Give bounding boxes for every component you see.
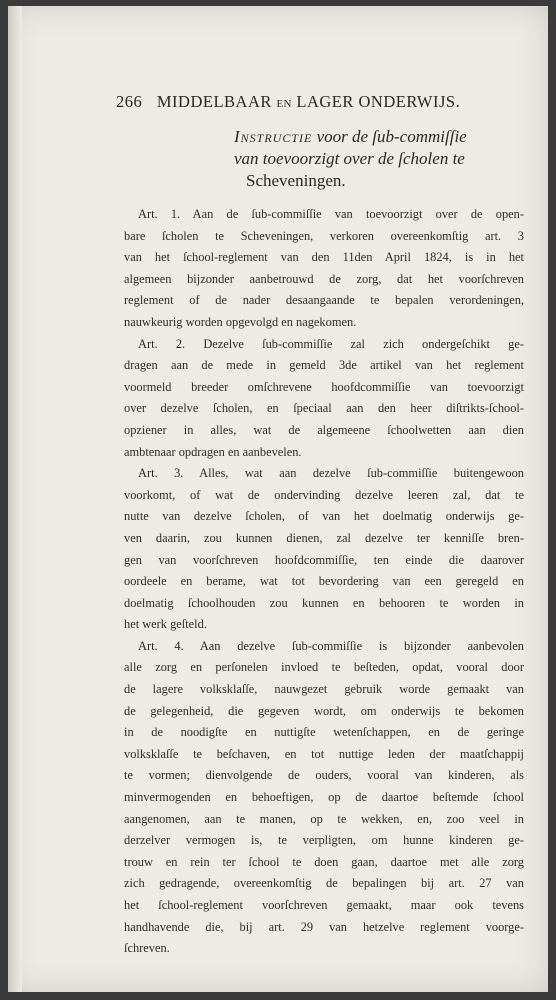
text-line: voorkomt, of wat de ondervinding dezelve leeren zal, dat te [124, 487, 524, 502]
text-line: Art. 4. Aan dezelve ſub-commiſſie is bijzonder aanbevolen [138, 638, 524, 653]
text-line: derzelver vermogen is, te verpligten, om hunne kinderen ge- [124, 833, 524, 848]
section-heading [234, 126, 534, 192]
heading-line-1 [234, 126, 534, 148]
text-line: te vormen; dienvolgende de ouders, vooral van kinderen, als [124, 768, 524, 783]
text-line: algemeen bijzonder aanbetrouwd de zorg, dat het voorſchreven [124, 271, 524, 286]
text-line: reglement of de nader desaangaande te bepalen verordeningen, [124, 293, 524, 308]
heading-line-2: van toevoorzigt over de ſcholen te [234, 149, 465, 168]
text-line: de lagere volksklaſſe, nauwgezet gebruik worde gemaakt van [124, 682, 524, 697]
text-line: doelmatig ſchoolhouden zou kunnen en behooren te worden in [124, 595, 524, 610]
text-line: nutte van dezelve ſcholen, of van het doelmatig onderwijs ge- [124, 509, 524, 524]
text-line: Art. 1. Aan de ſub-commiſſie van toevoorzigt over de open- [138, 207, 524, 221]
text-line: het ſchool-reglement voorſchreven gemaakt, maar ook tevens [124, 898, 524, 912]
running-head [116, 92, 476, 112]
heading-line-3: Scheveningen. [246, 171, 346, 190]
running-title-part-b: LAGER ONDERWIJS. [296, 92, 461, 111]
text-line: de gelegenheid, die gegeven wordt, om onderwijs te bekomen [124, 703, 524, 718]
text-line: het werk geſteld. [124, 617, 207, 632]
text-line: Art. 2. Dezelve ſub-commiſſie zal zich ondergeſchikt ge- [138, 336, 524, 351]
text-line: oordeele en berame, wat tot bevordering van een geregeld en [124, 574, 524, 589]
text-line: dragen aan de mede in gemeld 3de artikel van het reglement [124, 358, 524, 373]
text-line: gen van voorſchreven hoofdcommiſſie, ten einde die daarover [124, 552, 524, 567]
running-title-part-a: MIDDELBAAR [156, 92, 272, 111]
running-title-en: EN [276, 98, 292, 110]
text-line: bare ſcholen te Scheveningen, verkoren overeenkomſtig art. 3 [124, 228, 524, 243]
text-line: over dezelve ſcholen, en ſpeciaal aan den heer diſtrikts-ſchool- [124, 401, 524, 416]
text-line: alle zorg en perſonelen invloed te beſteden, opdat, vooral door [124, 660, 524, 675]
text-line: nauwkeurig worden opgevolgd en nagekomen. [124, 314, 357, 329]
text-line: ſchreven. [124, 941, 170, 956]
text-line: van het ſchool-reglement van den 11den April 1824, is in het [124, 250, 524, 265]
heading-line-1-rest: voor de ſub-commiſſie [316, 127, 467, 146]
text-line: in de noodigſte en nuttigſte wetenſchappen, en de geringe [124, 725, 524, 740]
page-number: 266 [116, 92, 143, 111]
text-line: ven daarin, zou kunnen dienen, zal dezelve ter kenniſſe bren- [124, 530, 524, 545]
text-line: volksklaſſe te beſchaven, en tot nuttige leden der maatſchappij [124, 746, 524, 761]
text-line: zich gedragende, overeenkomſtig de bepalingen bij art. 27 van [124, 876, 524, 891]
text-line: minvermogenden en behoeftigen, op de daartoe beſtemde ſchool [124, 790, 524, 805]
text-line: aangenomen, aan te manen, op te wekken, en, zoo veel in [124, 811, 524, 826]
text-line: voormeld breeder omſchrevene hoofdcommiſſie van toevoorzigt [124, 379, 524, 394]
heading-instructie: Instructie [234, 127, 313, 146]
text-line: handhavende die, bij art. 29 van hetzelve reglement voorge- [124, 919, 524, 934]
text-line: Art. 3. Alles, wat aan dezelve ſub-commiſſie buitengewoon [138, 466, 524, 481]
text-line: opziener in alles, wat de algemeene ſchoolwetten aan dien [124, 422, 524, 437]
text-line: ambtenaar opdragen en aanbevelen. [124, 444, 302, 459]
body-text [124, 204, 524, 960]
page-gutter [8, 6, 22, 992]
book-page [8, 6, 548, 992]
text-line: trouw en rein ter ſchool te doen gaan, daartoe met alle zorg [124, 854, 524, 869]
